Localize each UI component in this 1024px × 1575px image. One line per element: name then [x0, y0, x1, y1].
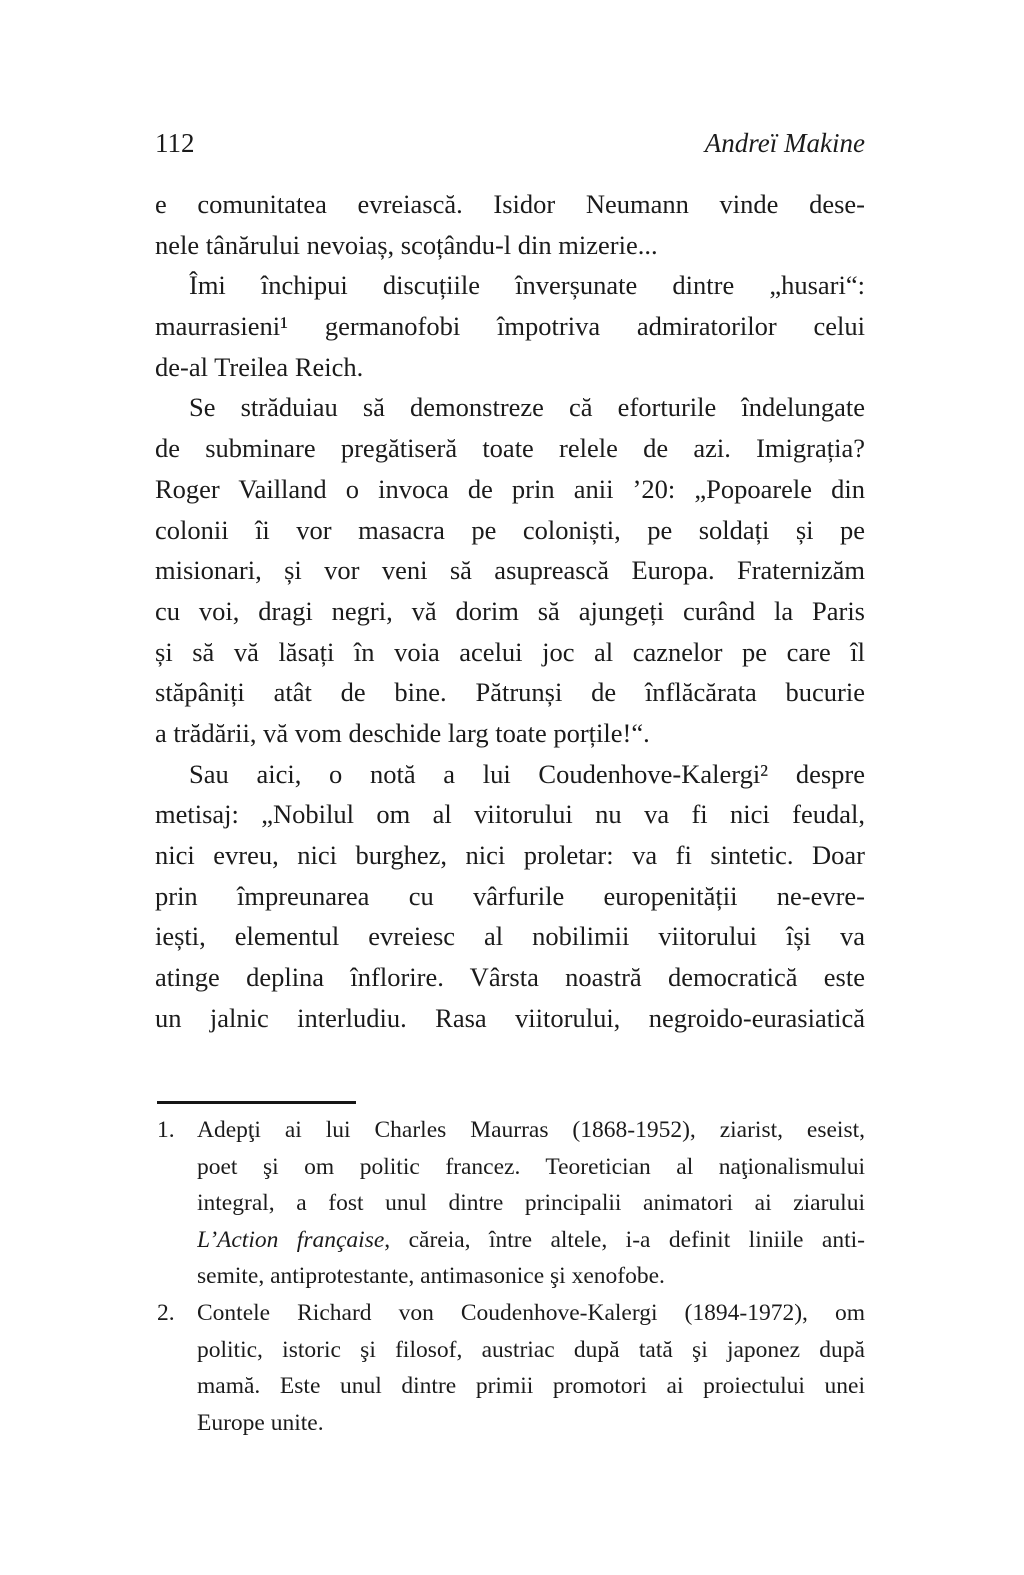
running-head-author: Andreï Makine — [704, 128, 865, 158]
footnote-section — [155, 1101, 865, 1441]
body-text — [155, 184, 865, 1038]
footnote-line: integral, a fost unul dintre principalii animatori ai ziarului — [197, 1190, 865, 1217]
body-line: de-al Treilea Reich. — [155, 351, 364, 382]
body-line: de subminare pregătiseră toate relele de azi. Imigrația? — [155, 433, 865, 464]
body-line: Roger Vailland o invoca de prin anii ’20: „Popoarele din — [155, 473, 865, 504]
footnote-line: politic, istoric şi filosof, austriac după tată şi japonez după — [197, 1336, 865, 1363]
footnote — [155, 1112, 865, 1295]
body-line: maurrasieni¹ germanofobi împotriva admiratorilor celui — [155, 311, 865, 342]
footnote-line: Contele Richard von Coudenhove-Kalergi (1894-1972), om — [197, 1299, 865, 1326]
running-head — [155, 127, 865, 159]
footnote-line: Adepţi ai lui Charles Maurras (1868-1952), ziarist, eseist, — [197, 1117, 865, 1143]
footnote-number: 2. — [157, 1299, 175, 1326]
footnote-rule — [157, 1101, 356, 1104]
footnote-line: semite, antiprotestante, antimasonice şi xenofobe. — [197, 1263, 665, 1290]
footnote — [155, 1295, 865, 1441]
body-line: Sau aici, o notă a lui Coudenhove-Kalergi² despre — [189, 758, 865, 789]
body-line: stăpâniți atât de bine. Pătrunși de înflăcărata bucurie — [155, 677, 865, 708]
footnote-list — [155, 1112, 865, 1441]
italic-text-segment: L’Action française — [197, 1226, 385, 1253]
body-line: colonii îi vor masacra pe coloniști, pe soldați și pe — [155, 514, 865, 545]
body-line: iești, elementul evreiesc al nobilimii viitorului își va — [155, 921, 865, 952]
body-paragraph — [155, 265, 865, 387]
body-line: un jalnic interludiu. Rasa viitorului, negroido-eurasiatică — [155, 1002, 865, 1033]
page-number: 112 — [155, 128, 195, 158]
footnote-line: mamă. Este unul dintre primii promotori ai proiectului unei — [197, 1373, 865, 1400]
body-line: misionari, și vor veni să asuprească Europa. Fraternizăm — [155, 555, 865, 586]
body-line: a trădării, vă vom deschide larg toate porțile!“. — [155, 717, 650, 748]
body-paragraph — [155, 184, 865, 265]
body-line: Îmi închipui discuțiile înverșunate dintre „husari“: — [189, 270, 865, 301]
body-line: atinge deplina înflorire. Vârsta noastră democratică este — [155, 962, 865, 993]
footnote-line — [197, 1222, 865, 1259]
text-segment: , căreia, între altele, i-a definit liniile anti- — [384, 1226, 865, 1253]
body-line: cu voi, dragi negri, vă dorim să ajungeți curând la Paris — [155, 595, 865, 626]
body-line: metisaj: „Nobilul om al viitorului nu va fi nici feudal, — [155, 799, 865, 830]
footnote-number: 1. — [157, 1117, 175, 1143]
body-line: nici evreu, nici burghez, nici proletar: va fi sintetic. Doar — [155, 840, 865, 870]
body-line: e comunitatea evreiască. Isidor Neumann vinde dese- — [155, 189, 865, 219]
body-line: nele tânărului nevoiaș, scoțându-l din mizerie... — [155, 229, 658, 260]
footnote-line: Europe unite. — [197, 1409, 324, 1436]
body-paragraph — [155, 754, 865, 1039]
footnote-line: poet şi om politic francez. Teoretician al naţionalismului — [197, 1153, 865, 1180]
body-line: și să vă lăsați în voia acelui joc al caznelor pe care îl — [155, 636, 865, 667]
body-paragraph — [155, 387, 865, 753]
body-line: prin împreunarea cu vârfurile europenității ne-evre- — [155, 880, 865, 911]
body-line: Se străduiau să demonstreze că eforturile îndelungate — [189, 392, 865, 423]
